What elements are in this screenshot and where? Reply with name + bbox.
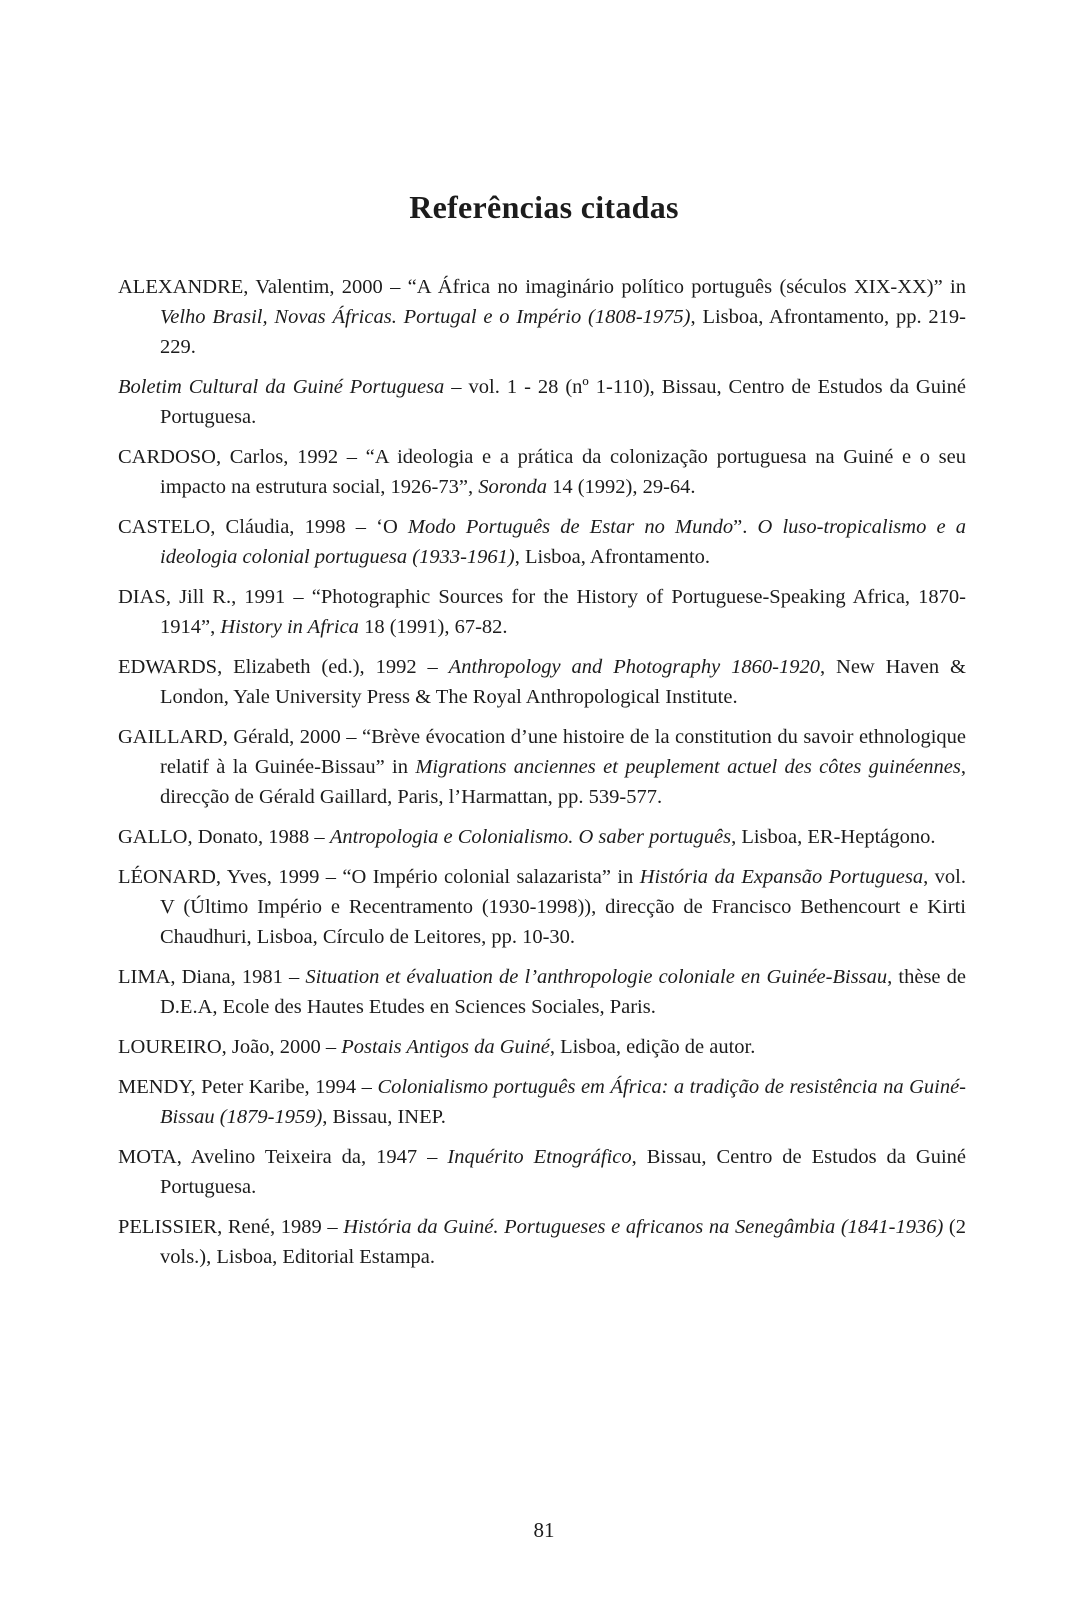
reference-text: CARDOSO, Carlos, 1992 – “A ideologia e a prática da colonização portuguesa na Guiné e o seu impacto na estrutura social, 1926-73”, <box>118 446 966 498</box>
reference-entry-mendy <box>118 1072 966 1132</box>
reference-text: , Lisboa, ER-Heptágono. <box>731 826 936 848</box>
page-number: 81 <box>533 1518 555 1542</box>
reference-entry-castelo <box>118 512 966 572</box>
reference-text: 14 (1992), 29-64. <box>546 476 696 498</box>
reference-title: Situation et évaluation de l’anthropologie coloniale en Guinée-Bissau <box>305 966 888 988</box>
reference-text: LÉONARD, Yves, 1999 – “O Império colonial salazarista” in <box>118 866 640 888</box>
reference-text: PELISSIER, René, 1989 – <box>118 1216 344 1238</box>
reference-list <box>118 272 966 1282</box>
reference-entry-gaillard <box>118 722 966 812</box>
reference-entry-loureiro <box>118 1032 966 1062</box>
reference-entry-edwards <box>118 652 966 712</box>
page-title: Referências citadas <box>409 189 679 226</box>
reference-text: , vol. V (Último Império e Recentramento (1930-1998)), direcção de Francisco Bethencourt e Kirti Chaudhuri, Lisboa, Círculo de Leitores, pp. 10-30. <box>160 866 966 948</box>
reference-entry-mota <box>118 1142 966 1202</box>
reference-entry-pelissier <box>118 1212 966 1272</box>
reference-text: , thèse de D.E.A, Ecole des Hautes Etudes en Sciences Sociales, Paris. <box>160 966 966 1018</box>
reference-title: History in Africa <box>220 616 359 638</box>
reference-text: LIMA, Diana, 1981 – <box>118 966 306 988</box>
reference-text: DIAS, Jill R., 1991 – “Photographic Sources for the History of Portuguese-Speaking Africa, 1870-1914”, <box>118 586 966 638</box>
reference-text: , Lisboa, Afrontamento. <box>514 546 711 568</box>
reference-title: História da Expansão Portuguesa <box>639 866 924 888</box>
reference-title: Antropologia e Colonialismo. O saber português <box>329 826 732 848</box>
reference-text: GALLO, Donato, 1988 – <box>118 826 330 848</box>
reference-text: , Lisboa, edição de autor. <box>549 1036 756 1058</box>
reference-title: Soronda <box>478 476 547 498</box>
reference-text: MENDY, Peter Karibe, 1994 – <box>118 1076 378 1098</box>
reference-text: – vol. 1 - 28 (nº 1-110), Bissau, Centro de Estudos da Guiné Portuguesa. <box>160 376 966 428</box>
reference-title: Velho Brasil, Novas Áfricas. Portugal e o Império (1808-1975) <box>160 306 691 328</box>
reference-title: Colonialismo português em África: a tradição de resistência na Guiné-Bissau (1879-1959) <box>160 1076 966 1128</box>
reference-title: Boletim Cultural da Guiné Portuguesa <box>118 376 445 398</box>
reference-title: Migrations anciennes et peuplement actuel des côtes guinéennes <box>415 756 961 778</box>
reference-text: EDWARDS, Elizabeth (ed.), 1992 – <box>118 656 449 678</box>
reference-text: (2 vols.), Lisboa, Editorial Estampa. <box>160 1216 966 1268</box>
reference-text: GAILLARD, Gérald, 2000 – “Brève évocation d’une histoire de la constitution du savoir ethnologique relatif à la Guinée-Bissau” in <box>118 726 966 778</box>
reference-text: , Bissau, Centro de Estudos da Guiné Portuguesa. <box>160 1146 966 1198</box>
reference-entry-dias <box>118 582 966 642</box>
reference-title: O luso-tropicalismo e a ideologia colonial portuguesa (1933-1961) <box>160 516 966 568</box>
reference-title: Inquérito Etnográfico <box>447 1146 632 1168</box>
reference-title: Modo Português de Estar no Mundo <box>407 516 734 538</box>
reference-text: MOTA, Avelino Teixeira da, 1947 – <box>118 1146 448 1168</box>
reference-entry-leonard <box>118 862 966 952</box>
reference-text: 18 (1991), 67-82. <box>358 616 508 638</box>
reference-entry-alexandre <box>118 272 966 362</box>
reference-text: CASTELO, Cláudia, 1998 – ‘O <box>118 516 408 538</box>
reference-text: , Lisboa, Afrontamento, pp. 219-229. <box>160 306 966 358</box>
reference-title: Postais Antigos da Guiné <box>341 1036 550 1058</box>
reference-text: , Bissau, INEP. <box>322 1106 446 1128</box>
reference-text: , New Haven & London, Yale University Press & The Royal Anthropological Institute. <box>160 656 967 708</box>
reference-entry-lima <box>118 962 966 1022</box>
reference-entry-gallo <box>118 822 966 852</box>
reference-text: ALEXANDRE, Valentim, 2000 – “A África no imaginário político português (séculos XIX-XX)” in <box>118 276 966 298</box>
reference-entry-boletim <box>118 372 966 432</box>
reference-text: ”. <box>733 516 758 538</box>
reference-text: LOUREIRO, João, 2000 – <box>118 1036 342 1058</box>
reference-text: , direcção de Gérald Gaillard, Paris, l’Harmattan, pp. 539-577. <box>160 756 966 808</box>
reference-title: Anthropology and Photography 1860-1920 <box>448 656 820 678</box>
reference-entry-cardoso <box>118 442 966 502</box>
reference-title: História da Guiné. Portugueses e africanos na Senegâmbia (1841-1936) <box>343 1216 944 1238</box>
